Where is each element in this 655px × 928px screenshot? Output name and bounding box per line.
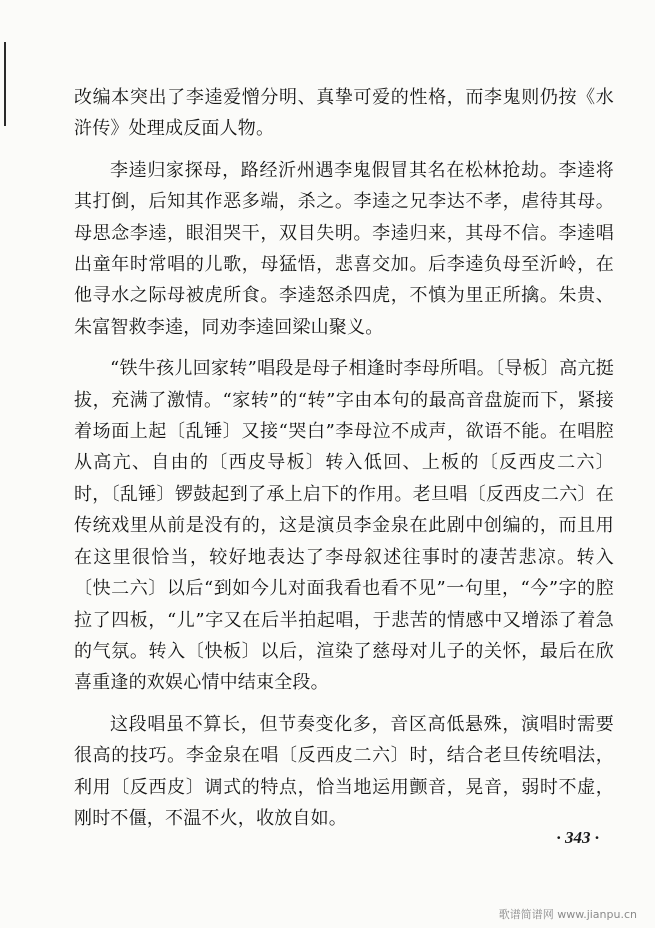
paragraph-4: 这段唱虽不算长，但节奏变化多，音区高低悬殊，演唱时需要很高的技巧。李金泉在唱〔反西皮二六〕时，结合老旦传统唱法，利用〔反西皮〕调式的特点，恰当地运用颤音，晃音，弱时不虚，刚时不僵，不温不火，收放自如。	[74, 713, 614, 829]
page-number: · 343 ·	[556, 828, 599, 847]
paragraph-1: 改编本突出了李逵爱憎分明、真挚可爱的性格，而李鬼则仍按《水浒传》处理成反面人物。	[74, 87, 614, 140]
paragraph-2: 李逵归家探母，路经沂州遇李鬼假冒其名在松林抢劫。李逵将其打倒，后知其作恶多端，杀之。李逵之兄李达不孝，虐待其母。母思念李逵，眼泪哭干，双目失明。李逵归来，其母不信。李逵唱出童年时常唱的儿歌，母猛悟，悲喜交加。后李逵负母至沂岭，在他寻水之际母被虎所食。李逵怒杀四虎，不慎为里正所擒。朱贵、朱富智救李逵，同劝李逵回梁山聚义。	[74, 159, 614, 338]
page-binding-edge	[4, 42, 6, 126]
paragraph-3: “铁牛孩儿回家转”唱段是母子相逢时李母所唱。〔导板〕高亢挺拔，充满了激情。“家转”的“转”字由本句的最高音盘旋而下，紧接着场面上起〔乱锤〕又接“哭白”李母泣不成声，欲语不能。在唱腔从高亢、自由的〔西皮导板〕转入低回、上板的〔反西皮二六〕时，〔乱锤〕锣鼓起到了承上启下的作用。老旦唱〔反西皮二六〕在传统戏里从前是没有的，这是演员李金泉在此剧中创编的，而且用在这里很恰当，较好地表达了李母叙述往事时的凄苦悲凉。转入〔快二六〕以后“到如今儿对面我看也看不见”一句里，“今”字的腔拉了四板，“儿”字又在后半拍起唱，于悲苦的情感中又增添了着急的气氛。转入〔快板〕以后，渲染了慈母对儿子的关怀，最后在欣喜重逢的欢娱心情中结束全段。	[74, 358, 614, 694]
site-watermark: 歌谱简谱网 www.jianpu.cn	[498, 908, 637, 921]
body-text	[74, 82, 614, 844]
